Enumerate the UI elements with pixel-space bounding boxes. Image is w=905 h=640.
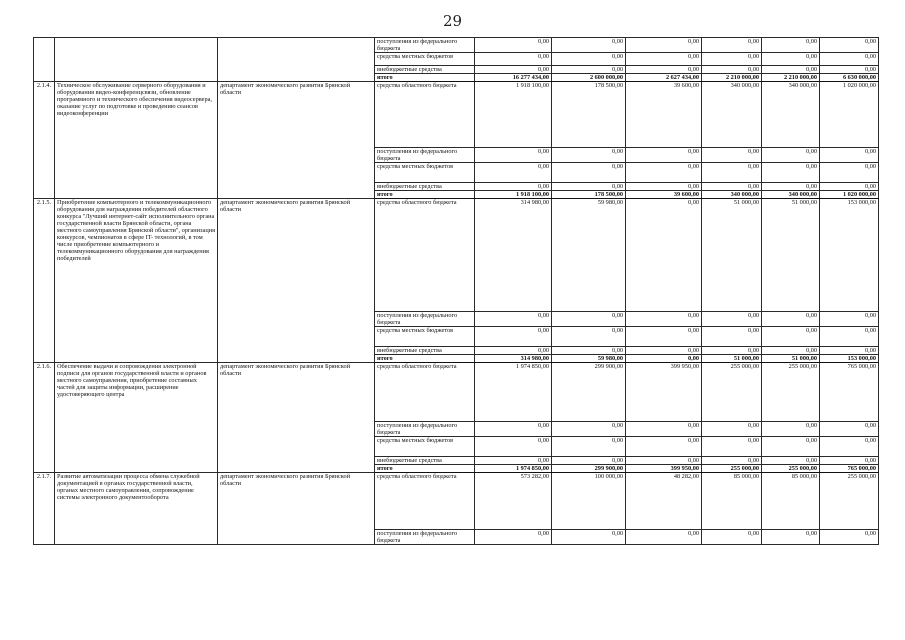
funding-source-regional-budget: средства областного бюджета bbox=[375, 473, 475, 530]
amount-cell: 0,00 bbox=[475, 422, 552, 437]
item-executor: департамент экономического развития Брянской области bbox=[218, 363, 375, 473]
amount-cell: 0,00 bbox=[702, 163, 762, 183]
amount-cell: 0,00 bbox=[762, 422, 820, 437]
amount-cell: 0,00 bbox=[702, 347, 762, 355]
amount-cell: 0,00 bbox=[702, 53, 762, 66]
amount-cell: 0,00 bbox=[820, 457, 879, 465]
amount-cell: 0,00 bbox=[820, 347, 879, 355]
amount-cell: 0,00 bbox=[762, 530, 820, 545]
amount-cell: 340 000,00 bbox=[762, 191, 820, 199]
amount-cell: 0,00 bbox=[820, 327, 879, 347]
item-executor: департамент экономического развития Брянской области bbox=[218, 199, 375, 363]
amount-cell: 0,00 bbox=[626, 312, 702, 327]
amount-cell: 0,00 bbox=[702, 327, 762, 347]
amount-cell: 0,00 bbox=[626, 199, 702, 312]
item-executor bbox=[218, 38, 375, 82]
amount-cell: 0,00 bbox=[626, 148, 702, 163]
table-row bbox=[34, 363, 879, 422]
amount-cell: 399 950,00 bbox=[626, 465, 702, 473]
amount-cell: 0,00 bbox=[626, 422, 702, 437]
table-row bbox=[34, 199, 879, 312]
budget-table-body bbox=[34, 38, 879, 545]
item-index bbox=[34, 38, 55, 82]
item-index: 2.1.7. bbox=[34, 473, 55, 545]
amount-cell: 48 282,00 bbox=[626, 473, 702, 530]
amount-cell: 255 000,00 bbox=[820, 473, 879, 530]
amount-cell: 0,00 bbox=[626, 347, 702, 355]
funding-source-federal-receipts: поступления из федерального бюджета bbox=[375, 312, 475, 327]
amount-cell: 51 000,00 bbox=[762, 199, 820, 312]
funding-source-federal-receipts: поступления из федерального бюджета bbox=[375, 530, 475, 545]
amount-cell: 573 282,00 bbox=[475, 473, 552, 530]
amount-cell: 0,00 bbox=[702, 148, 762, 163]
amount-cell: 0,00 bbox=[820, 148, 879, 163]
amount-cell: 1 918 100,00 bbox=[475, 191, 552, 199]
item-index: 2.1.6. bbox=[34, 363, 55, 473]
funding-source-local-budgets: средства местных бюджетов bbox=[375, 53, 475, 66]
amount-cell: 0,00 bbox=[762, 457, 820, 465]
amount-cell: 39 600,00 bbox=[626, 191, 702, 199]
amount-cell: 0,00 bbox=[552, 457, 626, 465]
amount-cell: 0,00 bbox=[702, 38, 762, 53]
amount-cell: 340 000,00 bbox=[702, 82, 762, 148]
amount-cell: 0,00 bbox=[626, 38, 702, 53]
funding-source-extra-budgetary: внебюджетные средства bbox=[375, 66, 475, 74]
amount-cell: 399 950,00 bbox=[626, 363, 702, 422]
amount-cell: 0,00 bbox=[475, 312, 552, 327]
item-executor: департамент экономического развития Брянской области bbox=[218, 473, 375, 545]
amount-cell: 178 500,00 bbox=[552, 82, 626, 148]
amount-cell: 0,00 bbox=[762, 163, 820, 183]
amount-cell: 6 630 000,00 bbox=[820, 74, 879, 82]
amount-cell: 0,00 bbox=[626, 530, 702, 545]
funding-source-total: итого bbox=[375, 74, 475, 82]
amount-cell: 59 980,00 bbox=[552, 199, 626, 312]
amount-cell: 0,00 bbox=[626, 327, 702, 347]
amount-cell: 0,00 bbox=[702, 183, 762, 191]
amount-cell: 0,00 bbox=[552, 327, 626, 347]
funding-source-local-budgets: средства местных бюджетов bbox=[375, 163, 475, 183]
amount-cell: 0,00 bbox=[626, 355, 702, 363]
amount-cell: 0,00 bbox=[762, 38, 820, 53]
item-index: 2.1.4. bbox=[34, 82, 55, 199]
amount-cell: 0,00 bbox=[475, 183, 552, 191]
amount-cell: 0,00 bbox=[702, 422, 762, 437]
amount-cell: 153 000,00 bbox=[820, 199, 879, 312]
page-number: 29 bbox=[442, 12, 463, 30]
amount-cell: 85 000,00 bbox=[702, 473, 762, 530]
amount-cell: 1 918 100,00 bbox=[475, 82, 552, 148]
amount-cell: 2 210 000,00 bbox=[762, 74, 820, 82]
amount-cell: 0,00 bbox=[552, 38, 626, 53]
amount-cell: 0,00 bbox=[762, 312, 820, 327]
funding-source-total: итого bbox=[375, 191, 475, 199]
amount-cell: 0,00 bbox=[552, 148, 626, 163]
amount-cell: 0,00 bbox=[475, 66, 552, 74]
amount-cell: 0,00 bbox=[475, 530, 552, 545]
amount-cell: 0,00 bbox=[552, 530, 626, 545]
amount-cell: 0,00 bbox=[820, 53, 879, 66]
amount-cell: 0,00 bbox=[626, 437, 702, 457]
amount-cell: 0,00 bbox=[475, 148, 552, 163]
funding-source-regional-budget: средства областного бюджета bbox=[375, 82, 475, 148]
amount-cell: 2 627 434,00 bbox=[626, 74, 702, 82]
amount-cell: 178 500,00 bbox=[552, 191, 626, 199]
amount-cell: 765 000,00 bbox=[820, 465, 879, 473]
amount-cell: 0,00 bbox=[475, 163, 552, 183]
funding-source-federal-receipts: поступления из федерального бюджета bbox=[375, 148, 475, 163]
amount-cell: 1 020 000,00 bbox=[820, 191, 879, 199]
amount-cell: 0,00 bbox=[820, 530, 879, 545]
amount-cell: 51 000,00 bbox=[702, 199, 762, 312]
amount-cell: 39 600,00 bbox=[626, 82, 702, 148]
amount-cell: 1 974 850,00 bbox=[475, 363, 552, 422]
amount-cell: 0,00 bbox=[702, 437, 762, 457]
amount-cell: 85 000,00 bbox=[762, 473, 820, 530]
funding-source-local-budgets: средства местных бюджетов bbox=[375, 327, 475, 347]
table-row bbox=[34, 38, 879, 53]
amount-cell: 1 974 850,00 bbox=[475, 465, 552, 473]
amount-cell: 255 000,00 bbox=[762, 465, 820, 473]
funding-source-regional-budget: средства областного бюджета bbox=[375, 199, 475, 312]
amount-cell: 340 000,00 bbox=[762, 82, 820, 148]
amount-cell: 0,00 bbox=[475, 347, 552, 355]
item-description bbox=[55, 38, 218, 82]
amount-cell: 0,00 bbox=[702, 66, 762, 74]
amount-cell: 0,00 bbox=[552, 163, 626, 183]
item-index: 2.1.5. bbox=[34, 199, 55, 363]
amount-cell: 16 277 434,00 bbox=[475, 74, 552, 82]
amount-cell: 51 000,00 bbox=[702, 355, 762, 363]
item-description: Приобретение компьютерного и телекоммуникационного оборудования для награждения победителей областного конкурса "Лучший интернет-сайт исполнительного органа государственной власти Брянской области, органа местного самоуправления Брянской области", организация конкурсов, чемпионатов в сфере IT- технологий, в том числе приобретение компьютерного и телекоммуникационного оборудования для награждения победителей bbox=[55, 199, 218, 363]
amount-cell: 340 000,00 bbox=[702, 191, 762, 199]
amount-cell: 0,00 bbox=[475, 457, 552, 465]
amount-cell: 314 980,00 bbox=[475, 199, 552, 312]
amount-cell: 765 000,00 bbox=[820, 363, 879, 422]
amount-cell: 0,00 bbox=[820, 312, 879, 327]
item-description: Техническое обслуживание серверного оборудования и оборудования видео-конференцсвязи, обновление программного и технического обеспечения видеосервера, оказание услуг по подготовке и проведению сеансов видеоконференции bbox=[55, 82, 218, 199]
amount-cell: 299 900,00 bbox=[552, 465, 626, 473]
amount-cell: 51 000,00 bbox=[762, 355, 820, 363]
amount-cell: 0,00 bbox=[820, 422, 879, 437]
funding-source-regional-budget: средства областного бюджета bbox=[375, 363, 475, 422]
funding-source-extra-budgetary: внебюджетные средства bbox=[375, 457, 475, 465]
amount-cell: 0,00 bbox=[820, 183, 879, 191]
amount-cell: 0,00 bbox=[820, 437, 879, 457]
amount-cell: 0,00 bbox=[552, 437, 626, 457]
amount-cell: 153 000,00 bbox=[820, 355, 879, 363]
amount-cell: 255 000,00 bbox=[762, 363, 820, 422]
amount-cell: 255 000,00 bbox=[702, 465, 762, 473]
amount-cell: 100 000,00 bbox=[552, 473, 626, 530]
amount-cell: 0,00 bbox=[552, 347, 626, 355]
item-executor: департамент экономического развития Брянской области bbox=[218, 82, 375, 199]
amount-cell: 0,00 bbox=[820, 163, 879, 183]
amount-cell: 0,00 bbox=[626, 53, 702, 66]
table-row bbox=[34, 82, 879, 148]
amount-cell: 299 900,00 bbox=[552, 363, 626, 422]
amount-cell: 0,00 bbox=[702, 312, 762, 327]
amount-cell: 0,00 bbox=[762, 183, 820, 191]
amount-cell: 0,00 bbox=[762, 53, 820, 66]
amount-cell: 255 000,00 bbox=[702, 363, 762, 422]
amount-cell: 0,00 bbox=[820, 38, 879, 53]
amount-cell: 0,00 bbox=[702, 457, 762, 465]
funding-source-extra-budgetary: внебюджетные средства bbox=[375, 347, 475, 355]
amount-cell: 0,00 bbox=[762, 66, 820, 74]
amount-cell: 2 600 000,00 bbox=[552, 74, 626, 82]
amount-cell: 0,00 bbox=[762, 148, 820, 163]
funding-source-local-budgets: средства местных бюджетов bbox=[375, 437, 475, 457]
amount-cell: 314 980,00 bbox=[475, 355, 552, 363]
table-row bbox=[34, 473, 879, 530]
funding-source-federal-receipts: поступления из федерального бюджета bbox=[375, 422, 475, 437]
amount-cell: 0,00 bbox=[475, 437, 552, 457]
amount-cell: 0,00 bbox=[552, 183, 626, 191]
amount-cell: 0,00 bbox=[552, 422, 626, 437]
amount-cell: 0,00 bbox=[552, 66, 626, 74]
amount-cell: 0,00 bbox=[626, 66, 702, 74]
amount-cell: 0,00 bbox=[475, 327, 552, 347]
amount-cell: 0,00 bbox=[762, 437, 820, 457]
amount-cell: 0,00 bbox=[475, 53, 552, 66]
amount-cell: 0,00 bbox=[552, 312, 626, 327]
amount-cell: 59 980,00 bbox=[552, 355, 626, 363]
amount-cell: 0,00 bbox=[626, 457, 702, 465]
amount-cell: 1 020 000,00 bbox=[820, 82, 879, 148]
amount-cell: 0,00 bbox=[702, 530, 762, 545]
amount-cell: 0,00 bbox=[762, 327, 820, 347]
funding-source-federal-receipts: поступления из федерального бюджета bbox=[375, 38, 475, 53]
amount-cell: 0,00 bbox=[475, 38, 552, 53]
amount-cell: 0,00 bbox=[762, 347, 820, 355]
amount-cell: 0,00 bbox=[626, 163, 702, 183]
funding-source-total: итого bbox=[375, 355, 475, 363]
budget-table bbox=[33, 37, 879, 545]
item-description: Развитие автоматизации процесса обмена служебной документацией в органах государственной власти, органах местного самоуправления, сопровождение системы электронного документооборота bbox=[55, 473, 218, 545]
funding-source-extra-budgetary: внебюджетные средства bbox=[375, 183, 475, 191]
amount-cell: 0,00 bbox=[552, 53, 626, 66]
amount-cell: 0,00 bbox=[626, 183, 702, 191]
amount-cell: 0,00 bbox=[820, 66, 879, 74]
amount-cell: 2 210 000,00 bbox=[702, 74, 762, 82]
item-description: Обеспечение выдачи и сопровождения электронной подписи для органов государственной власти и органов местного самоуправления, приобретение составных частей для защиты информации, расширение удостоверяющего центра bbox=[55, 363, 218, 473]
funding-source-total: итого bbox=[375, 465, 475, 473]
